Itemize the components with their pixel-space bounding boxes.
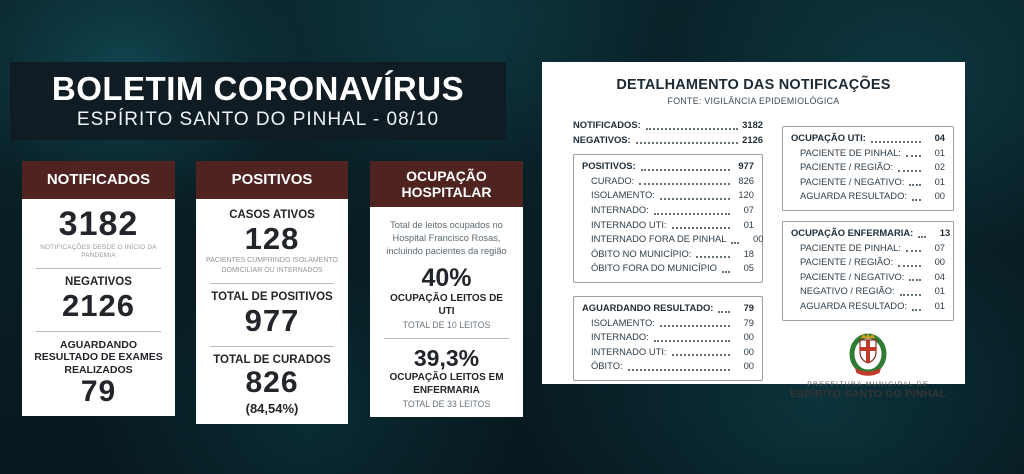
detail-row-label: PACIENTE DE PINHAL: — [800, 241, 901, 253]
divider — [210, 346, 333, 347]
notificados-card-header: NOTIFICADOS — [22, 161, 175, 199]
positivos-card-body — [196, 199, 348, 424]
aguardando-value: 79 — [80, 375, 117, 409]
detail-row-label: INTERNADO FORA DE PINHAL — [591, 233, 727, 245]
detail-row-label: OCUPAÇÃO ENFERMARIA: — [791, 226, 914, 238]
dotted-leader — [871, 141, 921, 143]
detail-row-label: INTERNADO: — [591, 203, 649, 215]
enfermaria-caption: TOTAL DE 33 LEITOS — [402, 399, 491, 410]
detail-row-label: AGUARDANDO RESULTADO: — [582, 301, 714, 313]
detail-row — [582, 188, 754, 203]
notificados-card-body — [22, 199, 175, 416]
detail-row-label: PACIENTE / REGIÃO: — [800, 256, 894, 268]
bulletin-subtitle: ESPÍRITO SANTO DO PINHAL - 08/10 — [76, 108, 440, 130]
detail-row — [582, 330, 754, 345]
detail-row-value: 00 — [743, 345, 754, 357]
detail-row — [791, 284, 945, 299]
detail-row-label: AGUARDA RESULTADO: — [800, 299, 907, 311]
ocupacao-description: Total de leitos ocupados no Hospital Francisco Rosas, incluindo pacientes da região — [386, 220, 507, 257]
detail-row — [573, 133, 763, 148]
dotted-leader — [906, 155, 921, 157]
casos-ativos-caption: PACIENTES CUMPRINDO ISOLAMENTO DOMICILIAR OU INTERNADOS — [206, 257, 338, 274]
detail-row — [791, 175, 945, 190]
detail-row-label: ÓBITO FORA DO MUNICÍPIO — [591, 262, 717, 274]
ocupacao-hospitalar-card — [370, 161, 523, 410]
detail-row — [582, 345, 754, 360]
detail-row-label: NEGATIVOS: — [573, 133, 631, 145]
dotted-leader — [672, 354, 730, 356]
enfermaria-rows — [791, 241, 945, 314]
detail-row-label: ISOLAMENTO: — [591, 316, 655, 328]
detail-row-label: PACIENTE / NEGATIVO: — [800, 270, 905, 282]
notificados-card — [22, 161, 175, 409]
detail-row — [582, 247, 754, 262]
positivos-card — [196, 161, 348, 416]
detail-row-value: 00 — [743, 360, 754, 372]
detail-row-value: 00 — [934, 256, 945, 268]
detail-row-value: 18 — [743, 247, 754, 259]
aguardando-rows — [582, 316, 754, 374]
detail-row-label: ÓBITO: — [591, 360, 623, 372]
detail-row — [582, 174, 754, 189]
detail-row-label: PACIENTE / NEGATIVO: — [800, 175, 905, 187]
detail-row-value: 01 — [934, 299, 945, 311]
detail-row — [582, 316, 754, 331]
prefeitura-logo — [782, 332, 954, 400]
detail-row-label: PACIENTE / REGIÃO: — [800, 161, 894, 173]
detail-row — [791, 255, 945, 270]
detalhamento-left-column — [573, 118, 763, 381]
detail-row-label: ÓBITO NO MUNICÍPIO: — [591, 247, 692, 259]
enfermaria-label: OCUPAÇÃO LEITOS EM ENFERMARIA — [389, 372, 504, 396]
detalhamento-subtitle: FONTE: VIGILÂNCIA EPIDEMIOLÓGICA — [667, 96, 840, 106]
curados-value: 826 — [245, 366, 299, 400]
detail-row-label: ISOLAMENTO: — [591, 189, 655, 201]
detail-row — [791, 160, 945, 175]
casos-ativos-value: 128 — [244, 220, 300, 256]
detail-row-value: 3182 — [742, 119, 763, 130]
positivos-card-header: POSITIVOS — [196, 161, 348, 199]
detail-row — [582, 203, 754, 218]
dotted-leader — [718, 311, 730, 313]
detail-row-value: 01 — [934, 285, 945, 297]
total-positivos-value: 977 — [244, 303, 300, 339]
bulletin-title: BOLETIM CORONAVÍRUS — [51, 69, 465, 107]
curados-percent: (84,54%) — [245, 400, 299, 416]
dotted-leader — [898, 170, 921, 172]
detail-row — [791, 146, 945, 161]
detail-row-label: CURADO: — [591, 174, 635, 186]
uti-caption: TOTAL DE 10 LEITOS — [402, 320, 491, 331]
detail-row-label: INTERNADO UTI: — [591, 345, 667, 357]
dotted-leader — [660, 325, 730, 327]
detail-row — [791, 270, 945, 285]
total-positivos-label: TOTAL DE POSITIVOS — [211, 291, 333, 304]
detail-row — [582, 301, 754, 316]
detail-row-label: AGUARDA RESULTADO: — [800, 190, 907, 202]
detail-row-value: 00 — [934, 190, 945, 202]
notificados-total-value: 3182 — [58, 205, 139, 243]
detail-row-value: 07 — [743, 203, 754, 215]
detail-row — [791, 299, 945, 314]
divider — [210, 283, 333, 284]
detail-row-value: 826 — [738, 174, 754, 186]
dotted-leader — [900, 294, 921, 296]
detail-row — [791, 189, 945, 204]
dotted-leader — [906, 250, 921, 252]
detail-row-value: 01 — [743, 218, 754, 230]
municipio-label: ESPÍRITO SANTO DO PINHAL — [789, 387, 947, 400]
detail-row-value: 05 — [743, 262, 754, 274]
dotted-leader — [909, 279, 921, 281]
detail-row-label: PACIENTE DE PINHAL: — [800, 146, 901, 158]
notificados-total-caption: NOTIFICAÇÕES DESDE O INÍCIO DA PANDEMIA — [40, 243, 157, 260]
negativos-label: NEGATIVOS — [65, 276, 132, 289]
dotted-leader — [731, 242, 739, 244]
dotted-leader — [641, 169, 730, 171]
detail-row-value: 07 — [934, 241, 945, 253]
dotted-leader — [912, 199, 921, 201]
detalhamento-title: DETALHAMENTO DAS NOTIFICAÇÕES — [616, 77, 891, 93]
detail-row-value: 01 — [934, 175, 945, 187]
detail-row — [791, 131, 945, 146]
summary-rows — [573, 118, 763, 147]
positivos-rows — [582, 174, 764, 276]
detail-row-value: 00 — [743, 331, 754, 343]
dotted-leader — [646, 128, 738, 130]
detail-row — [582, 359, 754, 374]
ocupacao-enfermaria-box — [782, 221, 954, 321]
detail-row-label: OCUPAÇÃO UTI: — [791, 132, 866, 143]
dotted-leader — [672, 227, 730, 229]
detail-row-value: 977 — [738, 160, 754, 172]
detail-row — [791, 241, 945, 256]
dotted-leader — [654, 340, 730, 342]
dotted-leader — [912, 309, 921, 311]
dotted-leader — [909, 184, 921, 186]
detalhamento-right-column — [782, 122, 954, 400]
detail-row — [582, 159, 754, 174]
detail-row-value: 13 — [939, 226, 951, 238]
detail-row-value: 00 — [753, 233, 764, 245]
detail-row-label: INTERNADO: — [591, 331, 649, 343]
detail-row-value: 02 — [934, 161, 945, 173]
coat-of-arms-icon — [847, 332, 889, 378]
dotted-leader — [654, 213, 730, 215]
curados-label: TOTAL DE CURADOS — [213, 353, 331, 366]
dotted-leader — [660, 198, 730, 200]
divider — [36, 268, 160, 269]
detail-row-label: NEGATIVO / REGIÃO: — [800, 285, 895, 297]
dotted-leader — [722, 271, 730, 273]
divider — [36, 331, 160, 332]
dotted-leader — [628, 369, 730, 371]
ocupacao-card-body — [370, 207, 523, 417]
detail-row-label: POSITIVOS: — [582, 160, 636, 172]
casos-ativos-label: CASOS ATIVOS — [229, 209, 315, 221]
detail-row-label: INTERNADO UTI: — [591, 218, 667, 230]
detail-row — [582, 232, 764, 247]
detail-row-value: 01 — [934, 146, 945, 158]
dotted-leader — [898, 265, 921, 267]
dotted-leader — [696, 256, 730, 258]
detail-row-value: 120 — [738, 189, 754, 201]
positivos-box — [573, 154, 763, 283]
detail-row-value: 2126 — [742, 133, 763, 145]
prefeitura-label: PREFEITURA MUNICIPAL DE — [807, 380, 929, 388]
detalhamento-card — [542, 62, 965, 400]
uti-rows — [791, 146, 945, 204]
divider — [384, 338, 508, 339]
enfermaria-percent: 39,3% — [413, 345, 480, 372]
detail-row — [582, 261, 754, 276]
ocupacao-card-header: OCUPAÇÃO HOSPITALAR — [370, 161, 523, 207]
detail-row — [582, 218, 754, 233]
detail-row-value: 79 — [743, 301, 754, 313]
detail-row-value: 79 — [743, 316, 754, 328]
dotted-leader — [918, 236, 926, 238]
uti-percent: 40% — [421, 264, 472, 293]
negativos-value: 2126 — [62, 288, 135, 324]
detail-row-value: 04 — [934, 132, 945, 143]
aguardando-label: AGUARDANDO RESULTADO DE EXAMES REALIZADOS — [34, 338, 163, 376]
title-banner — [10, 62, 506, 140]
detail-row-value: 04 — [934, 270, 945, 282]
aguardando-box — [573, 296, 763, 381]
detail-row-label: NOTIFICADOS: — [573, 119, 641, 130]
ocupacao-uti-box — [782, 126, 954, 211]
uti-label: OCUPAÇÃO LEITOS DE UTI — [390, 293, 503, 317]
dotted-leader — [639, 183, 730, 185]
detail-row — [791, 226, 951, 241]
detail-row — [573, 118, 763, 133]
dotted-leader — [636, 142, 739, 144]
